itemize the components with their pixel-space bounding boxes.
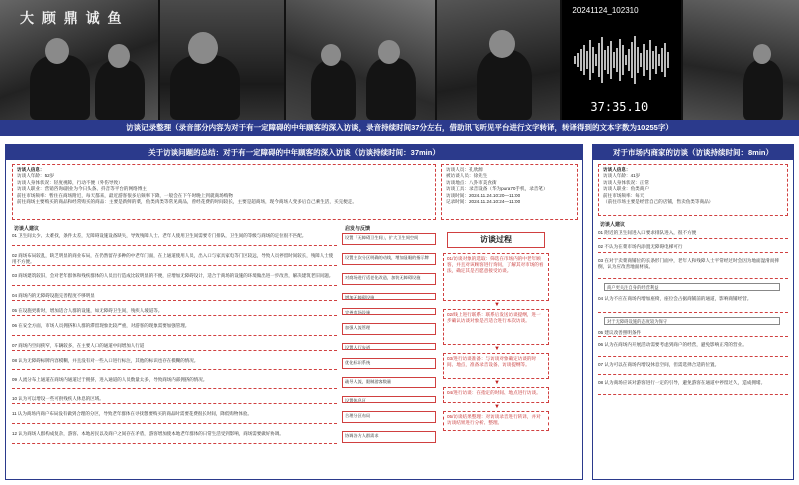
merchant-suggestion-item: 05 建议改善照明条件 [598,329,788,337]
insight-text: 疏导人流，限制游客数量 [345,379,392,384]
insight-item [342,308,436,315]
interviewee-line: 访谈人职业：营销咨询/副业为今日头条、抖音等平台的网络博主 [17,186,147,192]
process-step: 01/访谈对象的选取：筛选在市场内的中老年顾客，并且对该顾客进行询问，了解其对市场的看法，确定其是否愿意接受访谈。 [443,253,549,301]
suggestion-item: 10 认为可以增设一些可供残疾人休息的区域。 [12,396,337,404]
process-step: 03/进行访谈准备：与访谈对象确定访谈的时间、地点，准备录音设备、访谈提纲等。 [443,353,549,379]
suggestion-item: 09 人流分布上通道在商场内通道过于拥挤，进入通道的人员数量太多，导致商场内部拥挤的情况。 [12,377,337,389]
photo-strip [0,0,799,120]
insight-text: 优化标识系统 [345,360,371,365]
merchant-note: 商户更关注自身的经营利益 [604,283,780,291]
summary-banner: 访谈记录整理（录音部分内容为对于有一定障碍的中年顾客的深入访谈，录音持续时间37分左右，借助讯飞听见平台进行文字转译，转译得到的文本字数为10255字） [0,120,799,136]
process-step: 02/线上进行联系：联系后发送访谈提纲，进一步确认访谈对象是否适合进行本次访谈。 [443,309,549,345]
interviewer-line: 记录时间：2024.11.24.10:24—11:00 [446,199,521,205]
process-step: 05/访谈结果整理：对访谈录音进行转译，并对访谈结果进行分析、整理。 [443,411,549,431]
insight-text: 合理分区布局 [345,413,371,418]
insight-item [342,233,436,245]
suggestion-item: 05 在设施更新时，增加适合人群的设施，如无障碍卫生间，残疾人坡道等。 [12,308,337,316]
process-title: 访谈过程 [447,232,545,248]
photo-market [683,0,799,120]
merchant-info-line: 访谈人年龄：41岁 [603,173,641,179]
merchant-suggestion-item: 02 不认为在菜市场内添置无障碍电梯可行 [598,243,788,253]
insight-text: 增加无障碍设施 [345,295,375,300]
merchant-info-line: 访谈人职业：鱼类商户 [603,186,649,192]
merchant-info-line: （前往市场主要是经营自己的店铺，售卖鱼类等商品） [603,199,714,205]
interviewer-line: 被访谈人员：徐先生 [446,173,488,179]
interviewee-line: 访谈人信息： [17,167,45,172]
insight-item [342,253,436,265]
interviewer-line: 访谈工具：录音设备（华为pura70手机，录音笔） [446,186,548,192]
interviewee-info-box [12,164,436,220]
audio-waveform [574,35,670,85]
photo-interview-2 [160,0,284,120]
insight-item [342,273,436,285]
insight-item [342,377,436,388]
photo-interview-1 [0,0,158,120]
insight-item [342,293,436,300]
arrow-down-icon: ▼ [494,380,500,386]
merchant-info-line: 访谈人信息： [603,167,631,172]
merchant-info-line: 访谈人身体状况：正常 [603,179,649,185]
insight-item [342,411,436,423]
suggestion-item: 03 商场建筑较旧，会对老年群体和残疾群体的人员出行造成比较明显的不便，应增加无障碍设计，适合于商场的设施的环境做出进一步改善，解决建筑老旧问题。 [12,273,337,286]
arrow-down-icon: ▼ [494,346,500,352]
insight-item [342,396,436,403]
suggestion-item: 01 卫生间太少、太难找，条件太差，无障碍设施设备缺失，导致残障人士、老年人使用卫生间需要专门排队，卫生间的等级与商场的定位很不匹配。 [12,233,337,246]
insight-text: 协调各方人群需求 [345,433,379,438]
shop-sign: 大 顾 鼎 诚 鱼 [20,10,124,26]
merchant-note: 对于无障碍设施的态度较为保守 [604,317,780,325]
suggestion-item: 04 商场内的无障碍设施完善程度不够明显 [12,293,337,301]
suggestion-item: 11 认为商场内商户布局没有做到合理的分区，导致老年群体在寻找想要购买的商品时需要花费很长时间，降低购物体验。 [12,411,337,424]
recording-title: 20241124_102310 [572,6,639,15]
interviewee-line: 前往商场主要购买的商品和经常购买的商品：主要是新鲜的菜，鱼类肉类等常见商品，曾经花费的时间较长，主要是超商场，现今商场人变多后自己乘生活，买完便走。 [17,199,357,205]
merchant-suggestion-item: 04 认为不应在商场内增加座椅，座位会占据商铺前的通道，影响商铺经营。 [598,295,788,313]
interviewer-line: 访谈地点：八卦市美食街 [446,179,497,185]
insight-item [342,323,436,335]
insight-text: 设置人行步道 [345,345,371,350]
insight-item [342,343,436,350]
insight-text: 设置「无障碍卫生间」，扩大卫生间空间 [345,235,419,240]
suggestions-header: 访谈人建议 [14,226,40,232]
merchant-info-line: 前往市场频率：每天 [603,192,645,198]
suggestion-item: 02 商场布局较乱，缺乏明显的商业布局，在仍然留存多种的中老年门面，在上通道使用人员，出入口与家具家电等门区较远，导致人员停留时间较长，残障人士使用不方便。 [12,253,337,266]
suggestion-item: 12 认为商场人群构成复杂，游客、本地居民以及商户之间存在矛盾，游客增加使本地老年群体的日常生活受到影响，商场需要做好协调。 [12,431,337,444]
merchant-suggestion-item: 08 认为商场应该对游客进行一定的引导，避免游客在通道中停留过久，造成拥堵。 [598,379,788,395]
interviewer-line: 访谈人员：孔欣源 [446,167,483,172]
photo-interview-3 [286,0,435,120]
merchant-interview-title: 对于市场内商家的访谈（访谈持续时间：8min） [593,145,793,160]
merchant-info-box [598,164,788,216]
arrow-down-icon: ▼ [494,302,500,308]
suggestion-item: 06 在安全方面，市场人员拥挤和人群的滞留现象比较严重，对游客的现象需要加强管理。 [12,323,337,336]
suggestion-item: 08 认为无障碍标牌内容模糊，并且没有对一些入口进行标注，其他的标识也存在模糊的情况。 [12,358,337,370]
interviewee-line: 访谈人身体状况：轻度视障，行动不便（外伤导致） [17,179,123,185]
process-step: 04/进行访谈：在指定的时间、地点进行访谈。 [443,387,549,403]
customer-interview-title: 关于访谈问题的总结：对于有一定障碍的中年顾客的深入访谈（访谈持续时间：37min） [6,145,582,160]
interviewer-info-box [441,164,578,220]
merchant-suggestion-item: 01 附近的卫生间进入口要求排队进入，很不方便 [598,229,788,239]
insight-text: 加强人流管理 [345,325,371,330]
photo-interview-4 [437,0,561,120]
insights-header: 启发与反馈 [345,226,371,232]
suggestion-item: 07 商场内空间狭窄，车辆较多，在主要人口的通道中间增加人行道 [12,343,337,351]
recording-duration: 37:35.10 [590,100,649,114]
recording-screenshot [562,0,681,120]
insight-item [342,358,436,369]
insight-text: 对商场进行适老化改造，加装无障碍设施 [345,275,421,280]
merchant-suggestions-header: 访谈人建议 [600,222,626,228]
merchant-suggestion-item: 07 认为可以在商场内增设休息空间，但需选择合适的位置。 [598,361,788,375]
merchant-suggestion-item: 03 在对于卖菜商铺位的长条形门面中，老年人和残障人士平常经过时会因为地面湿滑而摔倒，认为应改善地面材质。 [598,257,788,279]
interviewer-line: 访谈时间：2024.11.24.10:20—11:00 [446,192,521,198]
merchant-suggestion-item: 06 认为在商场内开展活动需要考虑到商户的经营，避免影响正常的营业。 [598,341,788,357]
insight-text: 完善市场设施 [345,310,371,315]
insight-item [342,431,436,443]
insight-text: 设置休息区 [345,398,366,403]
interviewee-line: 访谈人年龄：52岁 [17,173,55,179]
interviewee-line: 前往市场频率：暂住在商场附近，每天都来，最近游客很多后频率下降，一般会在下午时晚上到就商场购物 [17,192,233,198]
arrow-down-icon: ▼ [494,404,500,410]
insight-text: 设置主次分区明确的动线，增加显眼的指示牌 [345,255,429,260]
